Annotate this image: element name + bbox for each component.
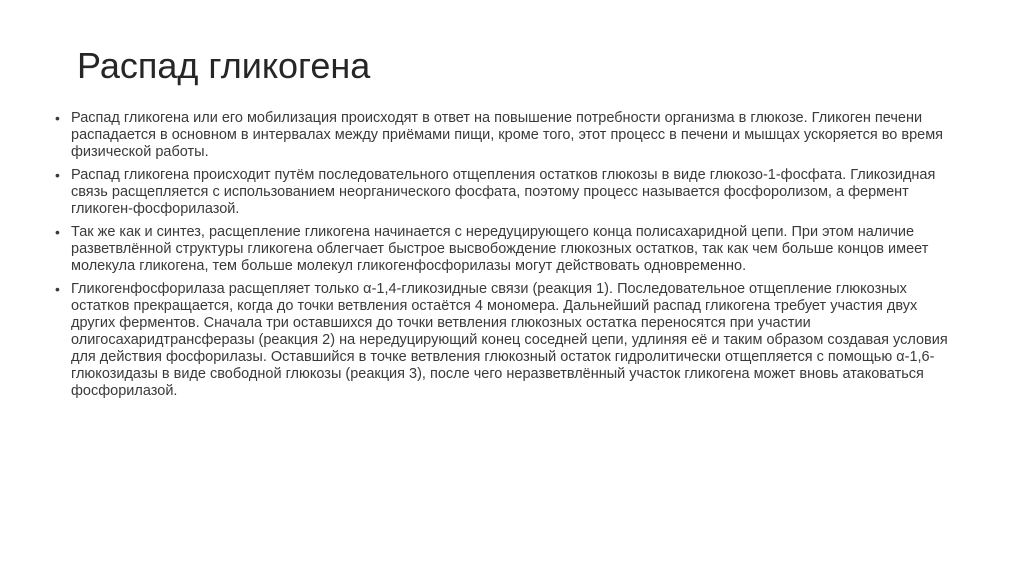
slide-title: Распад гликогена	[77, 45, 371, 86]
bullet-text: Распад гликогена или его мобилизация происходят в ответ на повышение потребности организма в глюкозе. Гликоген печени распадается в основном в интервалах между приёмами пищи, кроме того, этот процесс в печени и мышцах ускоряется во время физической работы.	[71, 110, 944, 160]
bullet-icon: •	[55, 167, 60, 183]
bullet-icon: •	[55, 110, 60, 126]
bullet-item-3	[53, 224, 955, 275]
bullet-icon: •	[55, 224, 60, 240]
bullet-text: Гликогенфосфорилаза расщепляет только α-1,4-гликозидные связи (реакция 1). Последовательное отщепление глюкозных остатков прекращается, когда до точки ветвления остаётся 4 мономера. Дальнейший распад гликогена требует участия двух других ферментов. Сначала три оставшихся до точки ветвления глюкозных остатка переносятся при участии олигосахаридтрансферазы (реакция 2) на нередуцирующий конец соседней цепи, удлиняя её и таким образом создавая условия для действия фосфорилазы. Оставшийся в точке ветвления глюкозный остаток гидролитически отщепляется с помощью α-1,6-глюкозидазы в виде свободной глюкозы (реакция 3), после чего неразветвлённый участок гликогена может вновь атаковаться фосфорилазой.	[71, 281, 948, 399]
bullet-item-4	[53, 281, 955, 400]
bullet-text: Распад гликогена происходит путём последовательного отщепления остатков глюкозы в виде глюкозо-1-фосфата. Гликозидная связь расщепляется с использованием неорганического фосфата, поэтому процесс называется фосфоролизом, а фермент гликоген-фосфорилазой.	[71, 167, 936, 217]
slide-content	[53, 110, 955, 406]
bullet-item-1	[53, 110, 955, 161]
bullet-icon: •	[55, 281, 60, 297]
bullet-list	[53, 110, 955, 400]
bullet-item-2	[53, 167, 955, 218]
bullet-text: Так же как и синтез, расщепление гликогена начинается с нередуцирующего конца полисахаридной цепи. При этом наличие разветвлённой структуры гликогена облегчает быстрое высвобождение глюкозных остатков, так как чем больше концов имеет молекула гликогена, тем больше молекул гликогенфосфорилазы могут действовать одновременно.	[71, 224, 929, 274]
